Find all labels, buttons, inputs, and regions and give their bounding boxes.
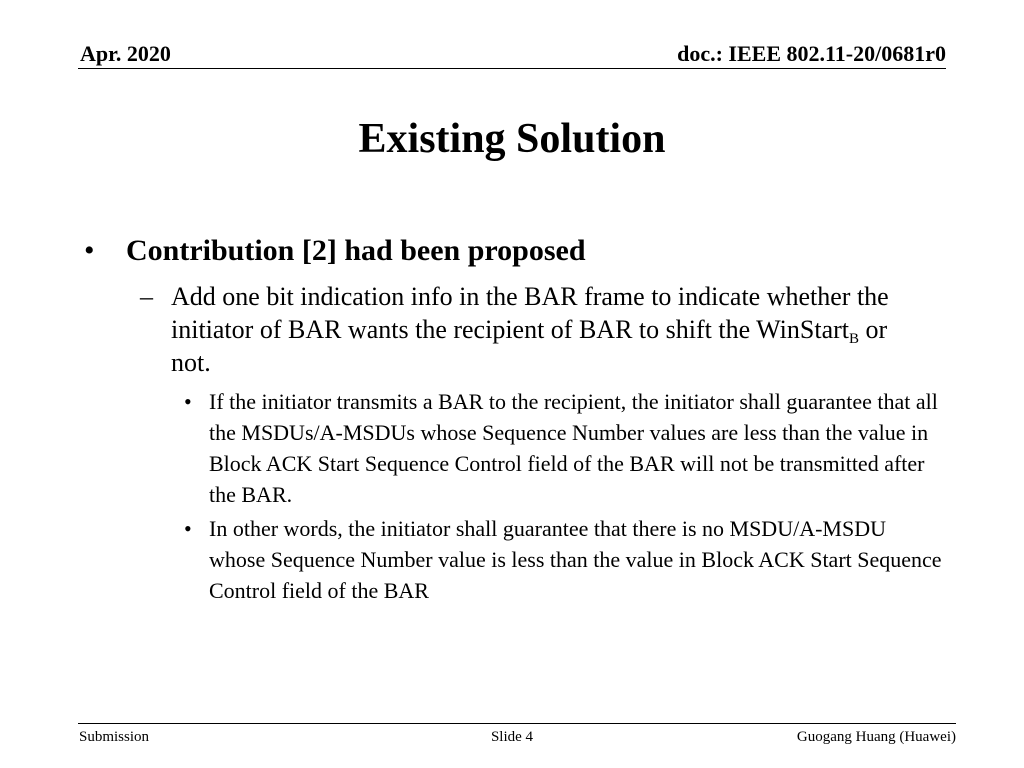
header-date: Apr. 2020 <box>80 41 171 66</box>
bullet-level2-main: Add one bit indication info in the BAR frame to indicate whether the initiator of BAR wants the recipient of BAR to shift the WinStart <box>171 282 889 344</box>
bullet-level3-text: If the initiator transmits a BAR to the recipient, the initiator shall guarantee that all the MSDUs/A-MSDUs whose Sequence Number values are less than the value in Block ACK Start Sequence Control field of the BAR will not be transmitted after the BAR. <box>209 389 938 507</box>
footer-divider <box>78 723 956 724</box>
footer-slide-number: Slide 4 <box>490 729 534 745</box>
bullet-level3-item <box>184 386 944 510</box>
bullet-level2-text <box>171 280 930 379</box>
winstart-subscript: B <box>849 331 860 347</box>
header-divider <box>78 68 946 69</box>
slide-title: Existing Solution <box>358 116 666 162</box>
bullet-level3-item <box>184 513 944 606</box>
footer-author: Guogang Huang (Huawei) <box>796 729 956 745</box>
bullet-mark: • <box>84 234 95 267</box>
bullet-level2 <box>140 280 930 379</box>
bullet-level3-text: In other words, the initiator shall guarantee that there is no MSDU/A-MSDU whose Sequence Number value is less than the value in Block ACK Start Sequence Control field of the BAR <box>209 516 942 603</box>
dash-mark: – <box>140 282 153 311</box>
bullet-level1-text: Contribution [2] had been proposed <box>126 234 586 267</box>
footer-submission: Submission <box>79 729 150 745</box>
bullet-level2-tail: or not. <box>171 315 888 377</box>
header-doc-id: doc.: IEEE 802.11-20/0681r0 <box>677 41 946 66</box>
bullet-mark: • <box>184 516 192 541</box>
bullet-mark: • <box>184 389 192 414</box>
